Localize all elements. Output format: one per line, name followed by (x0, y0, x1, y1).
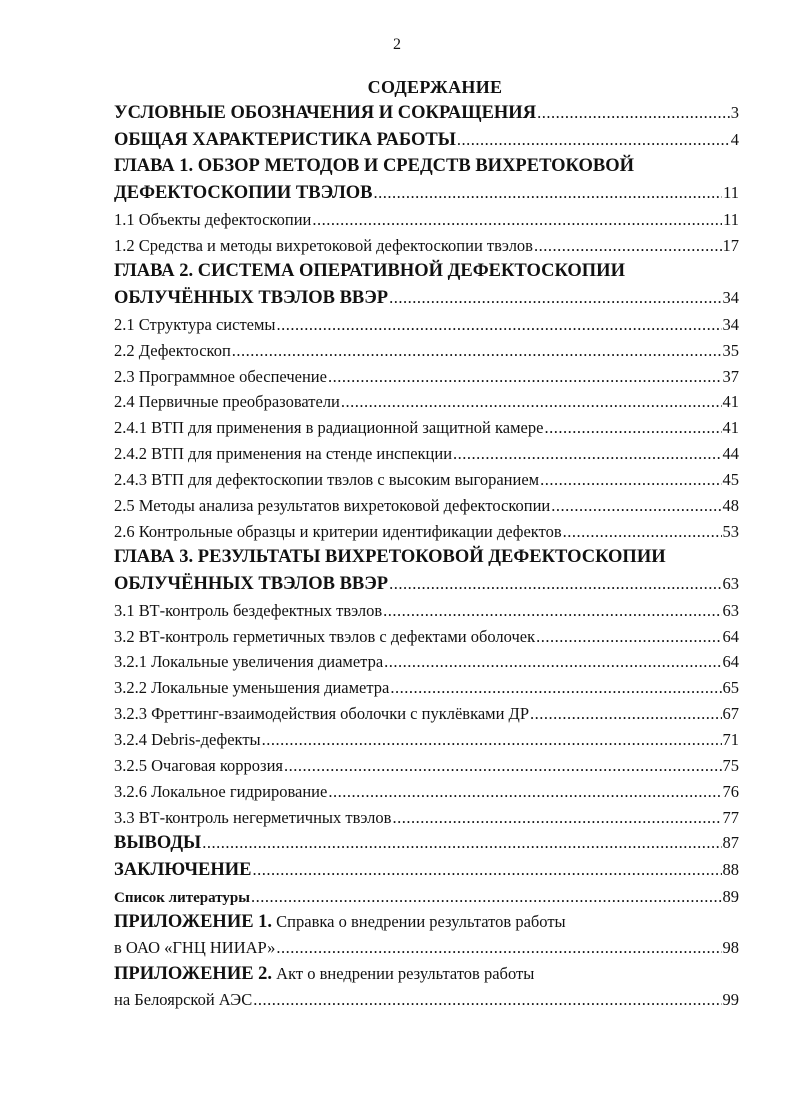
toc-entry-3-2[interactable] (114, 624, 739, 650)
toc-entry-page: 53 (722, 521, 739, 541)
toc-entry-page: 98 (722, 938, 739, 958)
dot-leader (530, 701, 722, 727)
toc-entry-appendix-1-line1[interactable] (114, 909, 739, 935)
toc-entry-page: 41 (722, 392, 739, 412)
toc-entry-label: 2.3 Программное обеспечение (114, 366, 327, 386)
toc-entry-label: 2.4 Первичные преобразователи (114, 392, 340, 412)
toc-entry-label: 1.1 Объекты дефектоскопии (114, 209, 312, 229)
toc-entry-label: ОБЛУЧЁННЫХ ТВЭЛОВ ВВЭР (114, 574, 389, 595)
toc-entry-chapter-1-line1[interactable]: ГЛАВА 1. ОБЗОР МЕТОДОВ И СРЕДСТВ ВИХРЕТОКОВОЙ (114, 156, 635, 177)
toc-entry-general[interactable] (114, 127, 739, 154)
toc-entry-page: 87 (722, 833, 739, 853)
dot-leader (328, 779, 721, 805)
dot-leader (328, 364, 722, 390)
toc-entry-page: 67 (722, 704, 739, 724)
toc-entry-label: 3.2.1 Локальные увеличения диаметра (114, 652, 384, 672)
toc-entry-label: 2.4.1 ВТП для применения в радиационной защитной камере (114, 418, 544, 438)
dot-leader (457, 127, 730, 154)
toc-entry-page: 76 (722, 781, 739, 801)
toc-entry-chapter-3[interactable] (114, 571, 739, 598)
dot-leader (232, 338, 722, 364)
dot-leader (312, 207, 722, 233)
dot-leader (253, 987, 721, 1013)
toc-entry-literature[interactable] (114, 884, 739, 910)
toc-entry-2-3[interactable] (114, 364, 739, 390)
dot-leader (389, 285, 721, 312)
toc-entry-label: 2.2 Дефектоскоп (114, 340, 231, 360)
dot-leader (453, 441, 721, 467)
toc-entry-page: 63 (722, 574, 739, 594)
toc-entry-chapter-3-line1[interactable]: ГЛАВА 3. РЕЗУЛЬТАТЫ ВИХРЕТОКОВОЙ ДЕФЕКТОСКОПИИ (114, 547, 666, 568)
toc-entry-label: 3.2.2 Локальные уменьшения диаметра (114, 678, 390, 698)
toc-entry-label: 1.2 Средства и методы вихретоковой дефектоскопии твэлов (114, 235, 533, 255)
toc-entry-page: 44 (722, 444, 739, 464)
toc-entry-page: 41 (722, 418, 739, 438)
toc-entry-chapter-2[interactable] (114, 285, 739, 312)
dot-leader (276, 935, 721, 961)
toc-entry-3-2-4[interactable] (114, 727, 739, 753)
toc-entry-2-4[interactable] (114, 389, 739, 415)
dot-leader (392, 805, 721, 831)
toc-entry-3-2-2[interactable] (114, 675, 739, 701)
toc-entry-1-2[interactable] (114, 233, 739, 259)
toc-entry-conclusions[interactable] (114, 830, 739, 857)
toc-entry-label: 3.1 ВТ-контроль бездефектных твэлов (114, 600, 383, 620)
toc-entry-2-2[interactable] (114, 338, 739, 364)
toc-entry-page: 63 (722, 600, 739, 620)
dot-leader (544, 415, 721, 441)
toc-entry-page: 65 (722, 678, 739, 698)
toc-entry-2-6[interactable] (114, 519, 739, 545)
dot-leader (341, 389, 722, 415)
toc-entry-page: 89 (722, 886, 739, 906)
dot-leader (563, 519, 722, 545)
dot-leader (389, 571, 721, 598)
toc-entry-label: 2.4.2 ВТП для применения на стенде инспекции (114, 444, 453, 464)
toc-entry-2-1[interactable] (114, 312, 739, 338)
toc-entry-3-2-3[interactable] (114, 701, 739, 727)
toc-entry-label: 3.2.4 Debris-дефекты (114, 730, 261, 749)
toc-entry-appendix-2-line1[interactable] (114, 961, 739, 987)
toc-entry-page: 88 (722, 860, 739, 880)
toc-entry-page: 4 (730, 129, 739, 149)
toc-entry-page: 11 (723, 209, 739, 229)
toc-entry-page: 71 (722, 730, 739, 749)
dot-leader (284, 753, 722, 779)
toc-entry-page: 35 (722, 340, 739, 360)
toc-entry-label: 2.6 Контрольные образцы и критерии идентификации дефектов (114, 521, 562, 541)
dot-leader (262, 727, 722, 753)
toc-entry-page: 64 (722, 652, 739, 672)
toc-entry-label: на Белоярской АЭС (114, 990, 253, 1010)
toc-entry-3-2-1[interactable] (114, 649, 739, 675)
toc-entry-label: ОБЛУЧЁННЫХ ТВЭЛОВ ВВЭР (114, 288, 389, 309)
toc-entry-label: ДЕФЕКТОСКОПИИ ТВЭЛОВ (114, 183, 373, 204)
toc-entry-label: Список литературы (114, 889, 250, 906)
dot-leader (540, 467, 721, 493)
toc-entry-label: 2.4.3 ВТП для дефектоскопии твэлов с высоким выгоранием (114, 469, 540, 489)
dot-leader (536, 624, 721, 650)
toc-entry-page: 17 (722, 235, 739, 255)
toc-entry-3-3[interactable] (114, 805, 739, 831)
dot-leader (534, 233, 722, 259)
dot-leader (551, 493, 721, 519)
toc-title: СОДЕРЖАНИЕ (367, 77, 503, 97)
page-number: 2 (393, 36, 401, 53)
appendix-number: ПРИЛОЖЕНИЕ 1. (114, 912, 273, 933)
dot-leader (202, 830, 721, 857)
toc-entry-2-4-3[interactable] (114, 467, 739, 493)
toc-entry-2-4-1[interactable] (114, 415, 739, 441)
dot-leader (537, 100, 730, 127)
toc-entry-label: 2.1 Структура системы (114, 314, 276, 334)
toc-entry-3-1[interactable] (114, 598, 739, 624)
table-of-contents (114, 100, 739, 1013)
toc-entry-label: 3.2 ВТ-контроль герметичных твэлов с дефектами оболочек (114, 626, 536, 646)
toc-entry-appendix-2[interactable] (114, 987, 739, 1013)
toc-entry-label: 3.3 ВТ-контроль негерметичных твэлов (114, 807, 392, 827)
toc-entry-page: 77 (722, 807, 739, 827)
toc-entry-label: 2.5 Методы анализа результатов вихретоковой дефектоскопии (114, 495, 551, 515)
appendix-title: Справка о внедрении результатов работы (276, 912, 566, 932)
toc-entry-label: 3.2.3 Фреттинг-взаимодействия оболочки с пуклёвками ДР (114, 704, 529, 724)
toc-entry-label: 3.2.5 Очаговая коррозия (114, 755, 283, 775)
toc-entry-page: 99 (722, 990, 739, 1010)
toc-entry-page: 37 (722, 366, 739, 386)
toc-entry-label: 3.2.6 Локальное гидрирование (114, 781, 328, 801)
toc-entry-page: 11 (723, 183, 739, 203)
toc-entry-appendix-1[interactable] (114, 935, 739, 961)
dot-leader (253, 857, 722, 884)
toc-entry-2-4-2[interactable] (114, 441, 739, 467)
dot-leader (277, 312, 722, 338)
toc-entry-page: 45 (722, 469, 739, 489)
toc-entry-label: в ОАО «ГНЦ НИИАР» (114, 938, 276, 958)
toc-entry-page: 3 (730, 103, 739, 122)
dot-leader (251, 884, 722, 910)
toc-entry-chapter-1[interactable] (114, 180, 739, 207)
dot-leader (383, 598, 721, 624)
toc-entry-abbreviations[interactable] (114, 100, 739, 127)
dot-leader (374, 180, 723, 207)
toc-entry-3-2-6[interactable] (114, 779, 739, 805)
toc-entry-chapter-2-line1[interactable]: ГЛАВА 2. СИСТЕМА ОПЕРАТИВНОЙ ДЕФЕКТОСКОПИИ (114, 261, 625, 282)
toc-entry-closing[interactable] (114, 857, 739, 884)
dot-leader (384, 649, 721, 675)
appendix-title: Акт о внедрении результатов работы (276, 964, 535, 984)
toc-entry-page: 75 (722, 755, 739, 775)
toc-entry-3-2-5[interactable] (114, 753, 739, 779)
toc-entry-label: ЗАКЛЮЧЕНИЕ (114, 860, 252, 881)
toc-entry-page: 34 (722, 288, 739, 308)
toc-entry-2-5[interactable] (114, 493, 739, 519)
toc-entry-page: 34 (722, 314, 739, 334)
toc-entry-label: ОБЩАЯ ХАРАКТЕРИСТИКА РАБОТЫ (114, 129, 456, 150)
toc-entry-page: 64 (722, 626, 739, 646)
toc-entry-page: 48 (722, 495, 739, 515)
toc-entry-1-1[interactable] (114, 207, 739, 233)
toc-entry-label: УСЛОВНЫЕ ОБОЗНАЧЕНИЯ И СОКРАЩЕНИЯ (114, 103, 537, 123)
dot-leader (390, 675, 721, 701)
toc-entry-label: ВЫВОДЫ (114, 833, 202, 854)
appendix-number: ПРИЛОЖЕНИЕ 2. (114, 964, 273, 985)
